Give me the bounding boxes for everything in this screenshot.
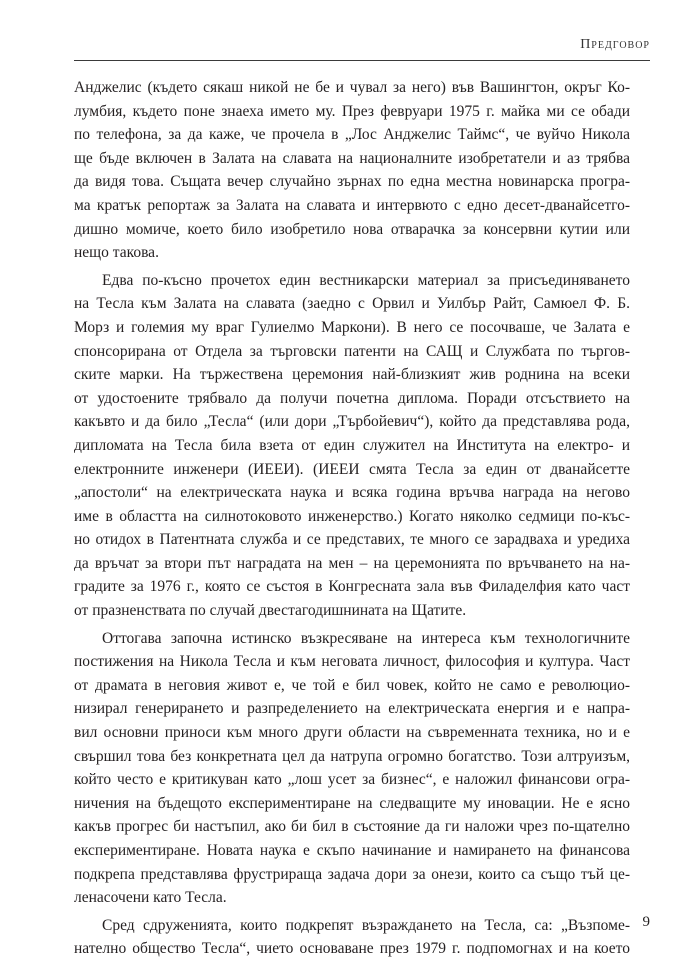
text-line: лумбия, където поне знаеха името му. През февруари 1975 г. майка ми се обади [74, 102, 630, 120]
text-line: ленасочени като Тесла. [74, 889, 227, 907]
paragraph [74, 627, 630, 910]
text-line: спонсорирана от Отдела за търговски патенти на САЩ и Службата по търгов- [74, 342, 630, 360]
text-line: нателно общество Тесла“, чието основаване през 1979 г. подпомогнах и на което [74, 940, 630, 958]
text-line: нещо такова. [74, 244, 159, 262]
text-line: „апостоли“ на електрическата наука и всяка година връчва награда на негово [74, 484, 630, 502]
text-line: който често е критикуван като „лош усет за бизнес“, е наложил финансови огра- [74, 771, 630, 789]
text-line: експериментиране. Новата наука е скъпо начинание и намирането на финансова [74, 842, 630, 859]
page-number: 9 [642, 914, 650, 930]
text-line: но отидох в Патентната служба и се представих, те много се зарадваха и уредиха [74, 531, 630, 549]
text-line: ничения на бъдещото експериментиране на следващите му иновации. Не е ясно [74, 794, 630, 812]
text-line: ще бъде включен в Залата на славата на националните изобретатели и аз трябва [74, 149, 630, 167]
text-line: от драмата в неговия живот е, че той е бил човек, който не само е революцио- [74, 676, 630, 694]
text-line: градите за 1976 г., която се състоя в Конгресната зала във Филаделфия като част [74, 578, 630, 596]
header-rule [74, 60, 650, 61]
text-line: постижения на Никола Тесла и към неговата личност, философия и култура. Част [74, 653, 630, 671]
text-line: какъв прогрес би настъпил, ако би бил в състояние да ги наложи чрез по-щателно [74, 818, 630, 836]
text-line: ма кратък репортаж за Залата на славата и интервюто с едно десет-дванайсетго- [74, 196, 630, 214]
text-line: да връчат за втори път наградата на мен – на церемонията по връчването на на- [74, 554, 630, 572]
text-line: дишно момиче, което било изобретило нова отварачка за консервни кутии или [74, 220, 630, 238]
text-line: да видя това. Същата вечер случайно зърнах по една местна новинарска програ- [74, 173, 630, 191]
text-line: подкрепа представлява фрустрираща задача дори за онези, които са също тъй це- [74, 865, 630, 883]
text-line: вил основни приноси към много други области на съвременната техника, но и е [74, 724, 630, 742]
paragraph [74, 914, 630, 961]
text-line: Сред сдруженията, които подкрепят възраждането на Тесла, са: „Възпоме- [102, 916, 630, 934]
text-line: на Тесла към Залата на славата (заедно с Орвил и Уилбър Райт, Самюел Ф. Б. [74, 295, 630, 313]
text-line: свършил това без конкретната цел да натрупа огромно богатство. Този алтруизъм, [74, 747, 630, 765]
text-line: Анджелис (където сякаш никой не бе и чувал за него) във Вашингтон, окръг Ко- [74, 79, 630, 96]
body-text [74, 76, 630, 965]
text-line: по телефона, за да каже, че прочела в „Лос Анджелис Таймс“, че вуйчо Никола [74, 126, 630, 144]
text-line: ските марки. На тържествена церемония най-близкият жив роднина на всеки [74, 366, 630, 384]
running-head-title: Предговор [580, 37, 650, 52]
text-line: Морз и големия му враг Гулиелмо Маркони). В него се посочваше, че Залата е [74, 318, 630, 336]
text-line: име в областта на силнотоковото инженерство.) Когато няколко седмици по-къс- [74, 507, 630, 525]
text-line: какъвто и да било „Тесла“ (или дори „Търбойевич“), който да представлява рода, [74, 413, 630, 431]
text-line: от празненствата по случай двестагодишнината на Щатите. [74, 602, 467, 620]
text-line: електронните инженери (ИЕЕИ). (ИЕЕИ смята Тесла за един от дванайсетте [74, 460, 630, 478]
text-line: низирал генерирането и разпределението на електрическата енергия и е напра- [74, 700, 630, 718]
text-line: Едва по-късно прочетох един вестникарски материал за присъединяването [102, 271, 630, 289]
text-line: Оттогава започна истинско възкресяване на интереса към технологичните [102, 629, 630, 647]
paragraph [74, 269, 630, 623]
text-line: дипломата на Тесла била взета от един служител на Института на електро- и [74, 436, 630, 454]
text-line: от удостоените трябвало да получи почетна диплома. Поради отсъствието на [74, 389, 630, 407]
paragraph [74, 76, 630, 265]
